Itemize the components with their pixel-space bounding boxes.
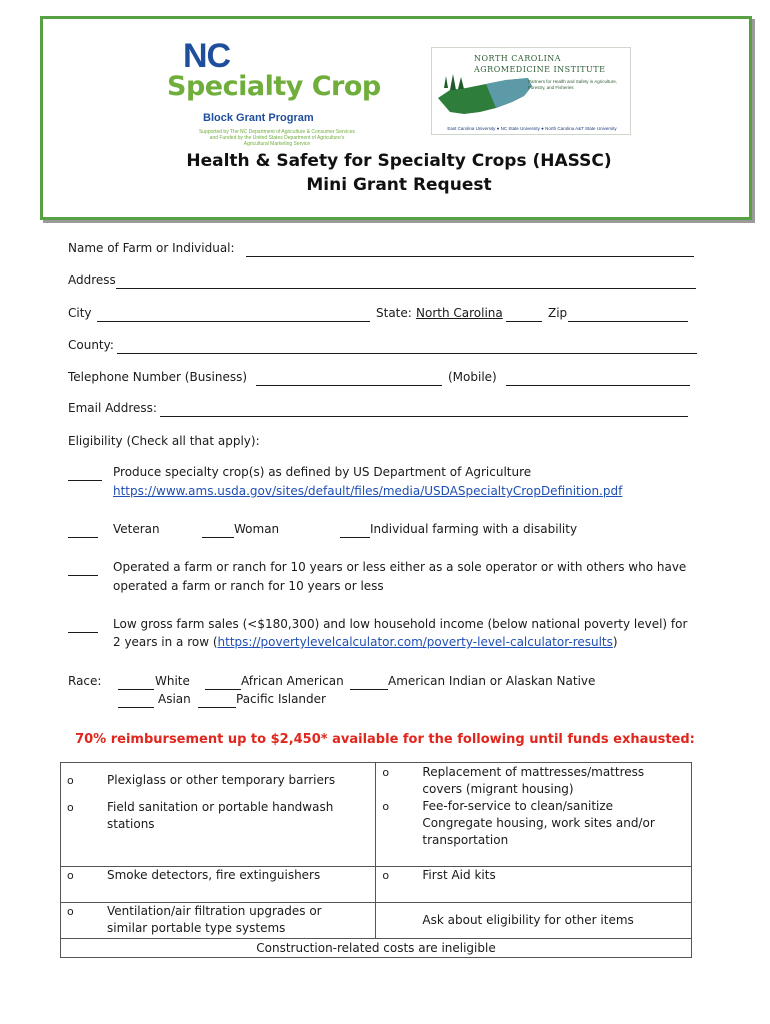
form-title: Health & Safety for Specialty Crops (HASSC): [186, 151, 612, 171]
bullet-icon: o: [67, 905, 74, 918]
table-row: [61, 763, 692, 867]
left-items-cell: [61, 867, 376, 903]
nc-logo-line1: NC: [183, 37, 231, 75]
item-text: Field sanitation or portable handwash stations: [107, 800, 334, 831]
white-label: White: [155, 674, 190, 688]
nc-specialty-crop-logo: [167, 37, 387, 155]
agromedicine-logo-line1: NORTH CAROLINA: [474, 54, 562, 63]
disability-checkbox-line[interactable]: [340, 537, 370, 538]
address-label: Address: [68, 273, 116, 287]
american-indian-checkbox-line[interactable]: [350, 689, 388, 690]
item-text: Ask about eligibility for other items: [422, 913, 634, 927]
list-item: [61, 903, 375, 937]
item-text: Plexiglass or other temporary barriers: [107, 773, 336, 787]
email-field[interactable]: [160, 416, 688, 417]
bullet-icon: o: [67, 869, 74, 882]
american-indian-label: American Indian or Alaskan Native: [388, 674, 596, 688]
income-checkbox-line[interactable]: [68, 632, 98, 633]
table-footer-row: [61, 939, 692, 958]
asian-checkbox-line[interactable]: [118, 707, 154, 708]
nc-logo-line2: Specialty Crop: [167, 71, 381, 102]
item-text: Fee-for-service to clean/sanitize Congregate housing, work sites and/or transportation: [422, 799, 655, 847]
nc-map-icon: [436, 68, 536, 120]
agromedicine-logo-universities: East Carolina University ● NC State University ● North Carolina A&T State University: [447, 126, 617, 131]
african-american-checkbox-line[interactable]: [205, 689, 241, 690]
pacific-islander-checkbox-line[interactable]: [198, 707, 236, 708]
operated-text-line1: Operated a farm or ranch for 10 years or less either as a sole operator or with others who have: [113, 560, 687, 574]
reimbursement-heading: 70% reimbursement up to $2,450* available for the following until funds exhausted:: [75, 732, 695, 747]
asian-label: Asian: [158, 692, 191, 706]
item-text: First Aid kits: [422, 868, 496, 882]
income-text-suffix: ): [612, 635, 618, 649]
agromedicine-institute-logo: [431, 47, 631, 135]
bullet-icon: o: [382, 766, 390, 779]
form-subtitle: Mini Grant Request: [306, 175, 492, 195]
eligible-items-table: [60, 762, 692, 958]
name-field[interactable]: [246, 256, 694, 257]
address-field[interactable]: [116, 288, 696, 289]
county-field[interactable]: [117, 353, 697, 354]
agromedicine-logo-line2: AGROMEDICINE INSTITUTE: [474, 65, 606, 74]
list-item: [376, 764, 691, 798]
list-item: [61, 799, 375, 833]
zip-label: Zip: [548, 306, 568, 320]
left-items-cell: [61, 903, 376, 939]
state-value[interactable]: North Carolina: [416, 306, 503, 320]
african-american-label: African American: [241, 674, 344, 688]
table-footer-cell: Construction-related costs are ineligible: [61, 939, 692, 958]
zip-field[interactable]: [568, 321, 688, 322]
pacific-islander-label: Pacific Islander: [236, 692, 326, 706]
nc-logo-line3: Block Grant Program: [203, 112, 314, 124]
race-label: Race:: [68, 674, 102, 688]
item-text: Smoke detectors, fire extinguishers: [107, 868, 321, 882]
woman-label: Woman: [234, 522, 280, 536]
bullet-icon: o: [382, 869, 390, 882]
veteran-label: Veteran: [113, 522, 160, 536]
disability-label: Individual farming with a disability: [370, 522, 578, 536]
woman-checkbox-line[interactable]: [202, 537, 234, 538]
income-text-line2: [113, 634, 618, 651]
white-checkbox-line[interactable]: [118, 689, 154, 690]
right-items-cell: [376, 903, 692, 939]
list-item: [61, 772, 375, 789]
produce-checkbox-line[interactable]: [68, 480, 102, 481]
item-text: Replacement of mattresses/mattress covers (migrant housing): [422, 765, 645, 796]
county-label: County:: [68, 338, 114, 352]
phone-business-field[interactable]: [256, 385, 442, 386]
list-item: [61, 867, 375, 884]
nc-logo-supporting-text: Supported by The NC Department of Agriculture & Consumer Services and Funded by the United States Department of Agriculture's Agricultural Marketing Service: [198, 129, 356, 147]
veteran-checkbox-line[interactable]: [68, 537, 98, 538]
list-item: [376, 912, 691, 929]
item-text: Ventilation/air filtration upgrades or similar portable type systems: [107, 904, 322, 935]
bullet-icon: o: [67, 774, 74, 787]
bullet-icon: o: [67, 801, 74, 814]
list-item: [376, 867, 691, 884]
bullet-icon: o: [382, 800, 390, 813]
name-label: Name of Farm or Individual:: [68, 241, 235, 255]
phone-mobile-label: (Mobile): [448, 370, 497, 384]
header-banner: [40, 16, 752, 220]
email-label: Email Address:: [68, 401, 157, 415]
city-label: City: [68, 306, 92, 320]
produce-text: Produce specialty crop(s) as defined by US Department of Agriculture: [113, 465, 532, 479]
list-item: [376, 798, 691, 849]
poverty-calculator-link[interactable]: https://povertylevelcalculator.com/poverty-level-calculator-results: [217, 635, 613, 649]
usda-definition-link[interactable]: https://www.ams.usda.gov/sites/default/files/media/USDASpecialtyCropDefinition.pdf: [113, 484, 623, 498]
income-text-line1: Low gross farm sales (<$180,300) and low household income (below national poverty level) for: [113, 617, 688, 631]
left-items-cell: [61, 763, 376, 867]
right-items-cell: [376, 867, 692, 903]
table-row: [61, 867, 692, 903]
state-field-underline: [506, 321, 542, 322]
right-items-cell: [376, 763, 692, 867]
phone-mobile-field[interactable]: [506, 385, 690, 386]
agromedicine-logo-tagline: Partners for Health and Safety in Agriculture, Forestry, and Fisheries: [528, 79, 618, 90]
operated-text-line2: operated a farm or ranch for 10 years or less: [113, 579, 384, 593]
eligibility-label: Eligibility (Check all that apply):: [68, 434, 260, 448]
table-row: [61, 903, 692, 939]
city-field[interactable]: [97, 321, 370, 322]
operated-checkbox-line[interactable]: [68, 575, 98, 576]
phone-business-label: Telephone Number (Business): [68, 370, 248, 384]
income-text-prefix: 2 years in a row (: [113, 635, 218, 649]
state-label: State:: [376, 306, 412, 320]
